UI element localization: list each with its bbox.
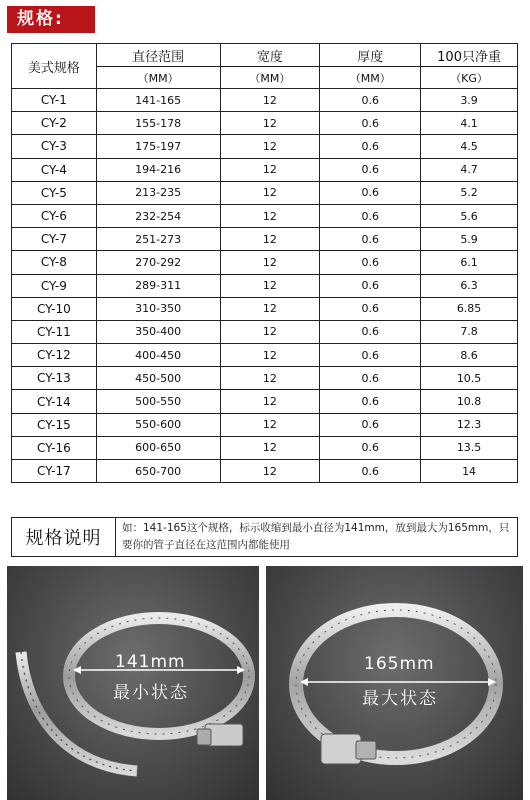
cell-model: CY-2: [12, 112, 97, 135]
cell-weight: 8.6: [421, 344, 518, 367]
cell-width: 12: [220, 436, 320, 459]
cell-thickness: 0.6: [320, 204, 421, 227]
cell-model: CY-11: [12, 320, 97, 343]
min-state-label: 最小状态: [113, 683, 189, 703]
min-size-label: 141mm: [115, 652, 186, 672]
spec-explanation-box: [11, 517, 518, 557]
explanation-text: 如：141-165这个规格，标示收缩到最小直径为141mm，放到最大为165mm，只要你的管子直径在这范围内都能使用: [122, 522, 510, 551]
photo-clamp-max: [266, 566, 523, 800]
cell-weight: 4.5: [421, 135, 518, 158]
cell-width: 12: [220, 181, 320, 204]
cell-diameter-range: 289-311: [96, 274, 220, 297]
table-row: [12, 297, 518, 320]
cell-weight: 4.7: [421, 158, 518, 181]
cell-thickness: 0.6: [320, 367, 421, 390]
cell-weight: 12.3: [421, 413, 518, 436]
cell-thickness: 0.6: [320, 251, 421, 274]
cell-diameter-range: 175-197: [96, 135, 220, 158]
cell-diameter-range: 400-450: [96, 344, 220, 367]
cell-thickness: 0.6: [320, 297, 421, 320]
table-row: [12, 274, 518, 297]
cell-width: 12: [220, 344, 320, 367]
cell-diameter-range: 500-550: [96, 390, 220, 413]
table-row: [12, 251, 518, 274]
cell-diameter-range: 550-600: [96, 413, 220, 436]
table-row: [12, 181, 518, 204]
cell-width: 12: [220, 158, 320, 181]
unit-width: （MM）: [220, 67, 320, 89]
table-row: [12, 89, 518, 112]
cell-thickness: 0.6: [320, 460, 421, 483]
cell-width: 12: [220, 89, 320, 112]
cell-width: 12: [220, 228, 320, 251]
cell-weight: 6.3: [421, 274, 518, 297]
cell-diameter-range: 213-235: [96, 181, 220, 204]
cell-thickness: 0.6: [320, 390, 421, 413]
cell-model: CY-8: [12, 251, 97, 274]
cell-width: 12: [220, 135, 320, 158]
cell-weight: 14: [421, 460, 518, 483]
cell-weight: 3.9: [421, 89, 518, 112]
cell-weight: 10.5: [421, 367, 518, 390]
explanation-label: 规格说明: [12, 518, 116, 556]
table-row: [12, 367, 518, 390]
cell-model: CY-6: [12, 204, 97, 227]
cell-thickness: 0.6: [320, 112, 421, 135]
unit-thickness: （MM）: [320, 67, 421, 89]
cell-width: 12: [220, 251, 320, 274]
cell-model: CY-13: [12, 367, 97, 390]
cell-model: CY-7: [12, 228, 97, 251]
cell-thickness: 0.6: [320, 181, 421, 204]
cell-weight: 6.1: [421, 251, 518, 274]
table-row: [12, 228, 518, 251]
cell-thickness: 0.6: [320, 158, 421, 181]
cell-model: CY-3: [12, 135, 97, 158]
cell-thickness: 0.6: [320, 320, 421, 343]
cell-diameter-range: 450-500: [96, 367, 220, 390]
cell-diameter-range: 600-650: [96, 436, 220, 459]
cell-model: CY-16: [12, 436, 97, 459]
cell-weight: 6.85: [421, 297, 518, 320]
cell-diameter-range: 251-273: [96, 228, 220, 251]
cell-model: CY-15: [12, 413, 97, 436]
cell-width: 12: [220, 204, 320, 227]
unit-diameter: （MM）: [96, 67, 220, 89]
table-row: [12, 390, 518, 413]
cell-weight: 5.9: [421, 228, 518, 251]
cell-thickness: 0.6: [320, 344, 421, 367]
table-body: [12, 89, 518, 483]
cell-weight: 4.1: [421, 112, 518, 135]
table-row: [12, 436, 518, 459]
cell-model: CY-5: [12, 181, 97, 204]
max-size-label: 165mm: [364, 654, 435, 674]
section-title-banner: 规格:: [7, 6, 95, 33]
spec-table: [11, 43, 518, 483]
photo-clamp-min: [7, 566, 259, 800]
table-row: [12, 135, 518, 158]
cell-diameter-range: 141-165: [96, 89, 220, 112]
table-row: [12, 460, 518, 483]
cell-model: CY-1: [12, 89, 97, 112]
cell-width: 12: [220, 297, 320, 320]
col-header-diameter: 直径范围: [96, 44, 220, 67]
cell-width: 12: [220, 320, 320, 343]
table-header-row: [12, 44, 518, 67]
col-header-model: 美式规格: [12, 44, 97, 89]
cell-diameter-range: 194-216: [96, 158, 220, 181]
cell-diameter-range: 155-178: [96, 112, 220, 135]
cell-thickness: 0.6: [320, 228, 421, 251]
table-row: [12, 204, 518, 227]
table-row: [12, 413, 518, 436]
cell-model: CY-10: [12, 297, 97, 320]
cell-model: CY-9: [12, 274, 97, 297]
cell-width: 12: [220, 460, 320, 483]
cell-model: CY-17: [12, 460, 97, 483]
cell-diameter-range: 350-400: [96, 320, 220, 343]
cell-diameter-range: 270-292: [96, 251, 220, 274]
cell-thickness: 0.6: [320, 274, 421, 297]
cell-weight: 5.2: [421, 181, 518, 204]
cell-diameter-range: 310-350: [96, 297, 220, 320]
cell-thickness: 0.6: [320, 436, 421, 459]
cell-model: CY-4: [12, 158, 97, 181]
unit-weight: （KG）: [421, 67, 518, 89]
clamp-max-illustration: [266, 566, 523, 800]
col-header-weight: 100只净重: [421, 44, 518, 67]
col-header-thickness: 厚度: [320, 44, 421, 67]
table-row: [12, 112, 518, 135]
col-header-width: 宽度: [220, 44, 320, 67]
cell-width: 12: [220, 390, 320, 413]
cell-model: CY-12: [12, 344, 97, 367]
table-row: [12, 344, 518, 367]
cell-width: 12: [220, 413, 320, 436]
cell-thickness: 0.6: [320, 89, 421, 112]
cell-thickness: 0.6: [320, 135, 421, 158]
cell-weight: 13.5: [421, 436, 518, 459]
cell-width: 12: [220, 367, 320, 390]
cell-diameter-range: 650-700: [96, 460, 220, 483]
cell-weight: 7.8: [421, 320, 518, 343]
cell-width: 12: [220, 274, 320, 297]
cell-width: 12: [220, 112, 320, 135]
table-row: [12, 158, 518, 181]
cell-weight: 10.8: [421, 390, 518, 413]
cell-thickness: 0.6: [320, 413, 421, 436]
cell-model: CY-14: [12, 390, 97, 413]
table-row: [12, 320, 518, 343]
cell-weight: 5.6: [421, 204, 518, 227]
cell-diameter-range: 232-254: [96, 204, 220, 227]
max-state-label: 最大状态: [362, 689, 438, 709]
